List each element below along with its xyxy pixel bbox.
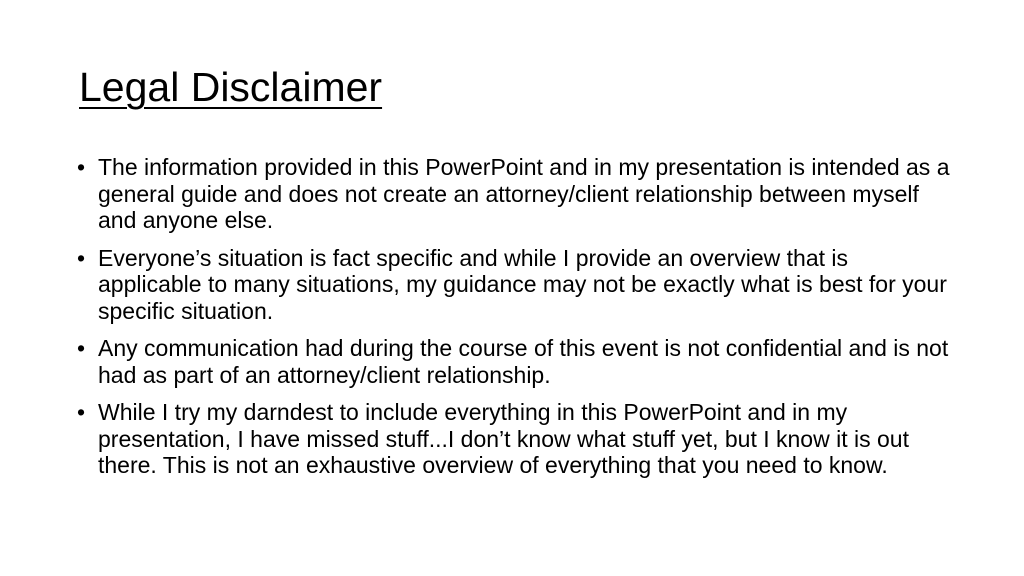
- bullet-text: Everyone’s situation is fact specific and while I provide an overview that is applicable to many situations, my guidance may not be exactly what is best for your specific situation.: [98, 244, 947, 324]
- slide-title: Legal Disclaimer: [79, 64, 383, 110]
- bullet-list: [75, 154, 955, 490]
- bullet-item: [75, 154, 955, 234]
- bullet-item: [75, 399, 955, 479]
- bullet-item: [75, 335, 955, 388]
- bullet-text: Any communication had during the course of this event is not confidential and is not had as part of an attorney/client relationship.: [98, 335, 949, 388]
- bullet-marker: •: [77, 335, 86, 361]
- bullet-marker: •: [77, 399, 86, 425]
- bullet-text: While I try my darndest to include everything in this PowerPoint and in my presentation, I have missed stuff...I don’t know what stuff yet, but I know it is out there. This is not an exhaustive overview of everything that you need to know.: [98, 399, 909, 478]
- bullet-item: [75, 245, 955, 325]
- bullet-text: The information provided in this PowerPoint and in my presentation is intended as a general guide and does not create an attorney/client relationship between myself and anyone else.: [98, 154, 950, 233]
- bullet-marker: •: [77, 244, 86, 271]
- bullet-marker: •: [77, 154, 86, 180]
